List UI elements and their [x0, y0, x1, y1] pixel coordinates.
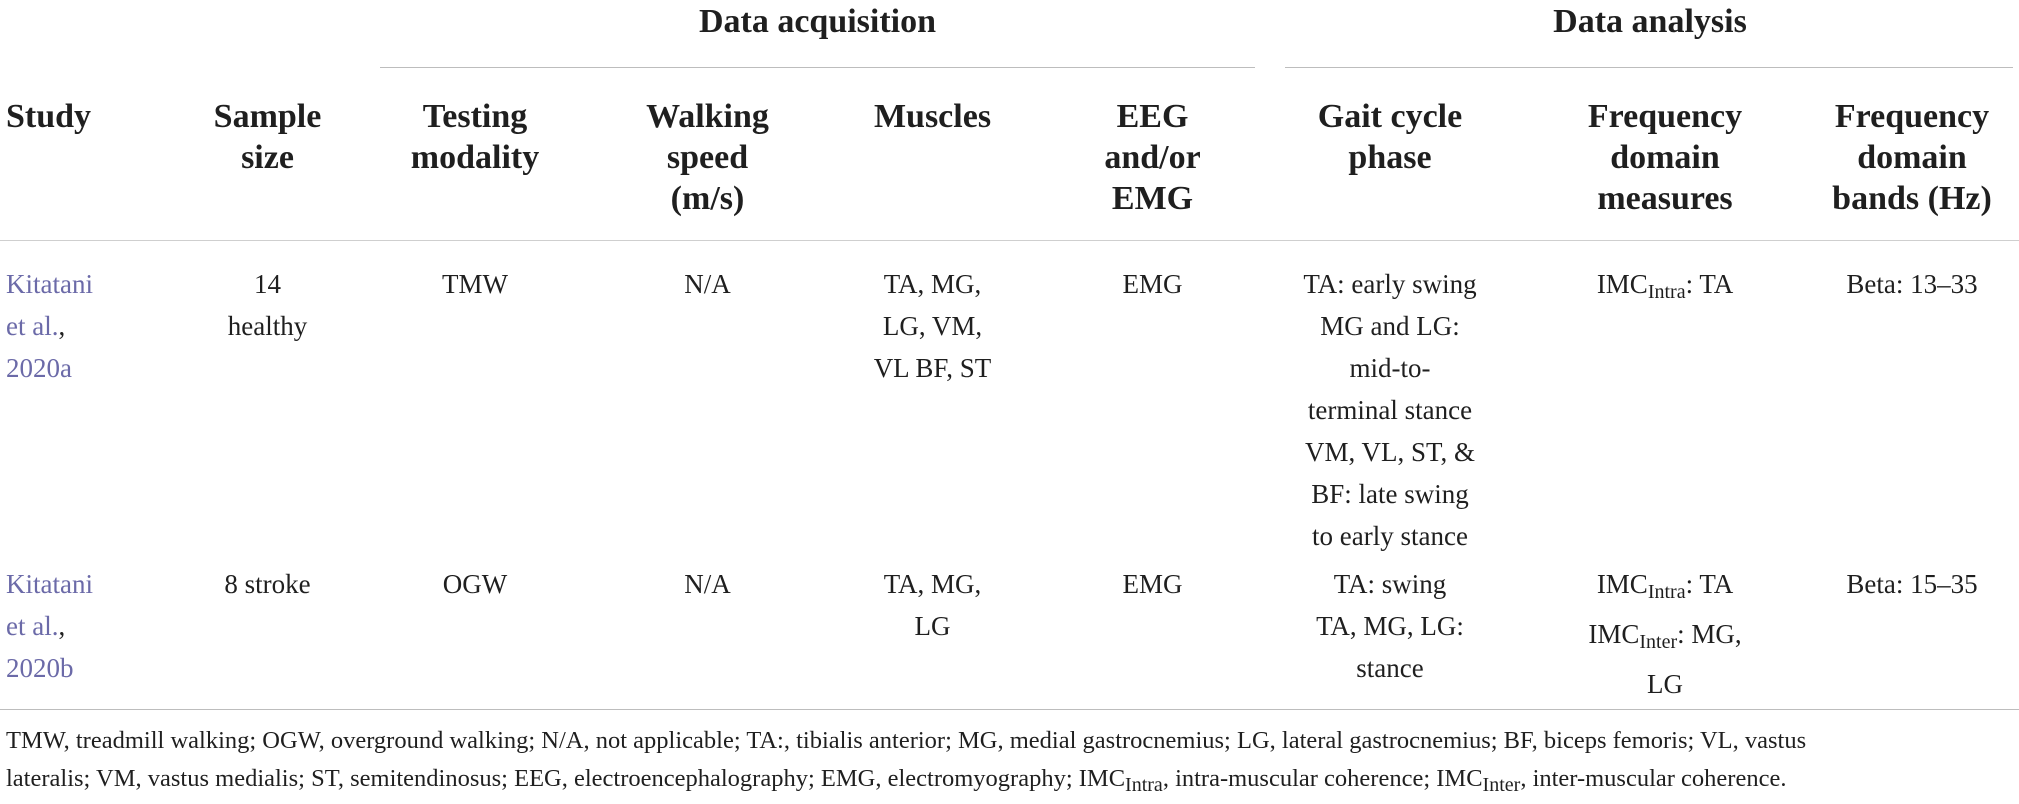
group-header-data-analysis: Data analysis	[1553, 3, 1747, 40]
gait-phase-line: TA: swing	[1333, 569, 1447, 599]
data-acquisition-rule	[380, 67, 1255, 68]
sample-size-line: healthy	[227, 311, 308, 341]
table-row-2-freq-measures	[1560, 563, 1770, 705]
muscles-line: VL BF, ST	[873, 353, 992, 383]
col-header-freq-bands	[1805, 96, 2019, 219]
freq-measure-line: $IMC_{Inter}$: MG,	[1588, 619, 1742, 653]
muscles-line: LG	[914, 611, 951, 641]
col-header-walking-speed-line: (m/s)	[670, 180, 745, 217]
col-header-eeg-emg	[1080, 96, 1225, 219]
table-row-2-sample-size	[190, 563, 345, 605]
study-link-line[interactable]: Kitatani	[6, 269, 93, 299]
study-comma: ,	[58, 611, 66, 641]
study-link-line[interactable]: et al.	[6, 311, 59, 341]
header-bottom-rule	[0, 240, 2019, 241]
gait-phase-line: to early stance	[1312, 521, 1468, 551]
gait-phase-line: TA: early swing	[1303, 269, 1477, 299]
table-row-2-eeg-emg: EMG	[1122, 569, 1183, 599]
table-row-1-eeg-emg: EMG	[1122, 269, 1183, 299]
table-row-1-study[interactable]	[6, 263, 176, 389]
table-footnote	[6, 722, 2011, 804]
col-header-study: Study	[6, 98, 92, 135]
gait-phase-line: TA, MG, LG:	[1316, 611, 1464, 641]
freq-measure-line: LG	[1647, 669, 1683, 699]
col-header-gait-phase-line: phase	[1348, 139, 1432, 176]
table-bottom-rule	[0, 709, 2019, 710]
col-header-freq-bands-line: domain	[1857, 139, 1967, 176]
table-row-1-walking-speed: N/A	[684, 269, 731, 299]
table-row-1-muscles	[840, 263, 1025, 389]
col-header-sample-size-line: size	[241, 139, 294, 176]
gait-phase-line: VM, VL, ST, &	[1304, 437, 1475, 467]
col-header-testing-modality-line: modality	[410, 139, 540, 176]
col-header-freq-measures-line: measures	[1597, 180, 1733, 217]
col-header-gait-phase-line: Gait cycle	[1317, 98, 1463, 135]
footnote-line-1: TMW, treadmill walking; OGW, overground walking; N/A, not applicable; TA:, tibialis anterior; MG, medial gastrocnemius; LG, lateral gastrocnemius; BF, biceps femoris; VL, vastus	[6, 727, 1807, 754]
data-analysis-rule	[1285, 67, 2013, 68]
study-link-line[interactable]: 2020b	[6, 653, 74, 683]
freq-measure-line: $IMC_{Intra}$: TA	[1596, 569, 1734, 603]
table-row-2-testing-modality: OGW	[442, 569, 508, 599]
col-header-eeg-emg-line: EMG	[1111, 180, 1194, 217]
col-header-freq-bands-line: bands (Hz)	[1832, 180, 1992, 217]
col-header-testing-modality	[380, 96, 570, 178]
col-header-freq-measures	[1560, 96, 1770, 219]
table-row-2-study[interactable]	[6, 563, 176, 689]
gait-phase-line: BF: late swing	[1311, 479, 1469, 509]
col-header-sample-size	[190, 96, 345, 178]
muscles-line: TA, MG,	[883, 569, 982, 599]
muscles-line: LG, VM,	[882, 311, 983, 341]
col-header-walking-speed-line: Walking	[646, 98, 769, 135]
muscles-line: TA, MG,	[883, 269, 982, 299]
study-link-line[interactable]: et al.	[6, 611, 59, 641]
col-header-walking-speed	[615, 96, 800, 219]
table-row-1-freq-bands: Beta: 13–33	[1846, 269, 1978, 299]
gait-phase-line: terminal stance	[1307, 395, 1473, 425]
col-header-muscles-line: Muscles	[873, 98, 992, 135]
col-header-muscles	[840, 96, 1025, 137]
table-row-1-freq-measures	[1560, 263, 1770, 313]
table-row-1-testing-modality: TMW	[442, 269, 508, 299]
table-row-1-gait-phase	[1285, 263, 1495, 557]
col-header-gait-phase	[1285, 96, 1495, 178]
col-header-eeg-emg-line: EEG	[1116, 98, 1189, 135]
gait-phase-line: MG and LG:	[1320, 311, 1460, 341]
col-header-freq-bands-line: Frequency	[1834, 98, 1990, 135]
gait-phase-line: mid-to-	[1349, 353, 1431, 383]
sample-size-line: 14	[254, 269, 281, 299]
table-row-2-muscles	[840, 563, 1025, 647]
col-header-eeg-emg-line: and/or	[1104, 139, 1201, 176]
study-comma: ,	[58, 311, 66, 341]
col-header-sample-size-line: Sample	[213, 98, 322, 135]
footnote-line-2: lateralis; VM, vastus medialis; ST, semitendinosus; EEG, electroencephalography; EMG, electromyography; $IMC_{Intra}$, intra-muscular coherence; $IMC_{Inter}$, inter-muscular coherence.	[6, 765, 1787, 796]
study-link-line[interactable]: 2020a	[6, 353, 72, 383]
freq-measure-line: $IMC_{Intra}$: TA	[1596, 269, 1734, 303]
col-header-freq-measures-line: domain	[1610, 139, 1720, 176]
col-header-freq-measures-line: Frequency	[1587, 98, 1743, 135]
table-row-2-freq-bands: Beta: 15–35	[1846, 569, 1978, 599]
table-row-2-gait-phase	[1285, 563, 1495, 689]
group-header-data-acquisition: Data acquisition	[698, 3, 937, 40]
sample-size-line: 8 stroke	[224, 569, 311, 599]
gait-phase-line: stance	[1356, 653, 1424, 683]
col-header-walking-speed-line: speed	[666, 139, 749, 176]
study-link-line[interactable]: Kitatani	[6, 569, 93, 599]
table-row-1-sample-size	[190, 263, 345, 347]
col-header-testing-modality-line: Testing	[422, 98, 528, 135]
table-row-2-walking-speed: N/A	[684, 569, 731, 599]
